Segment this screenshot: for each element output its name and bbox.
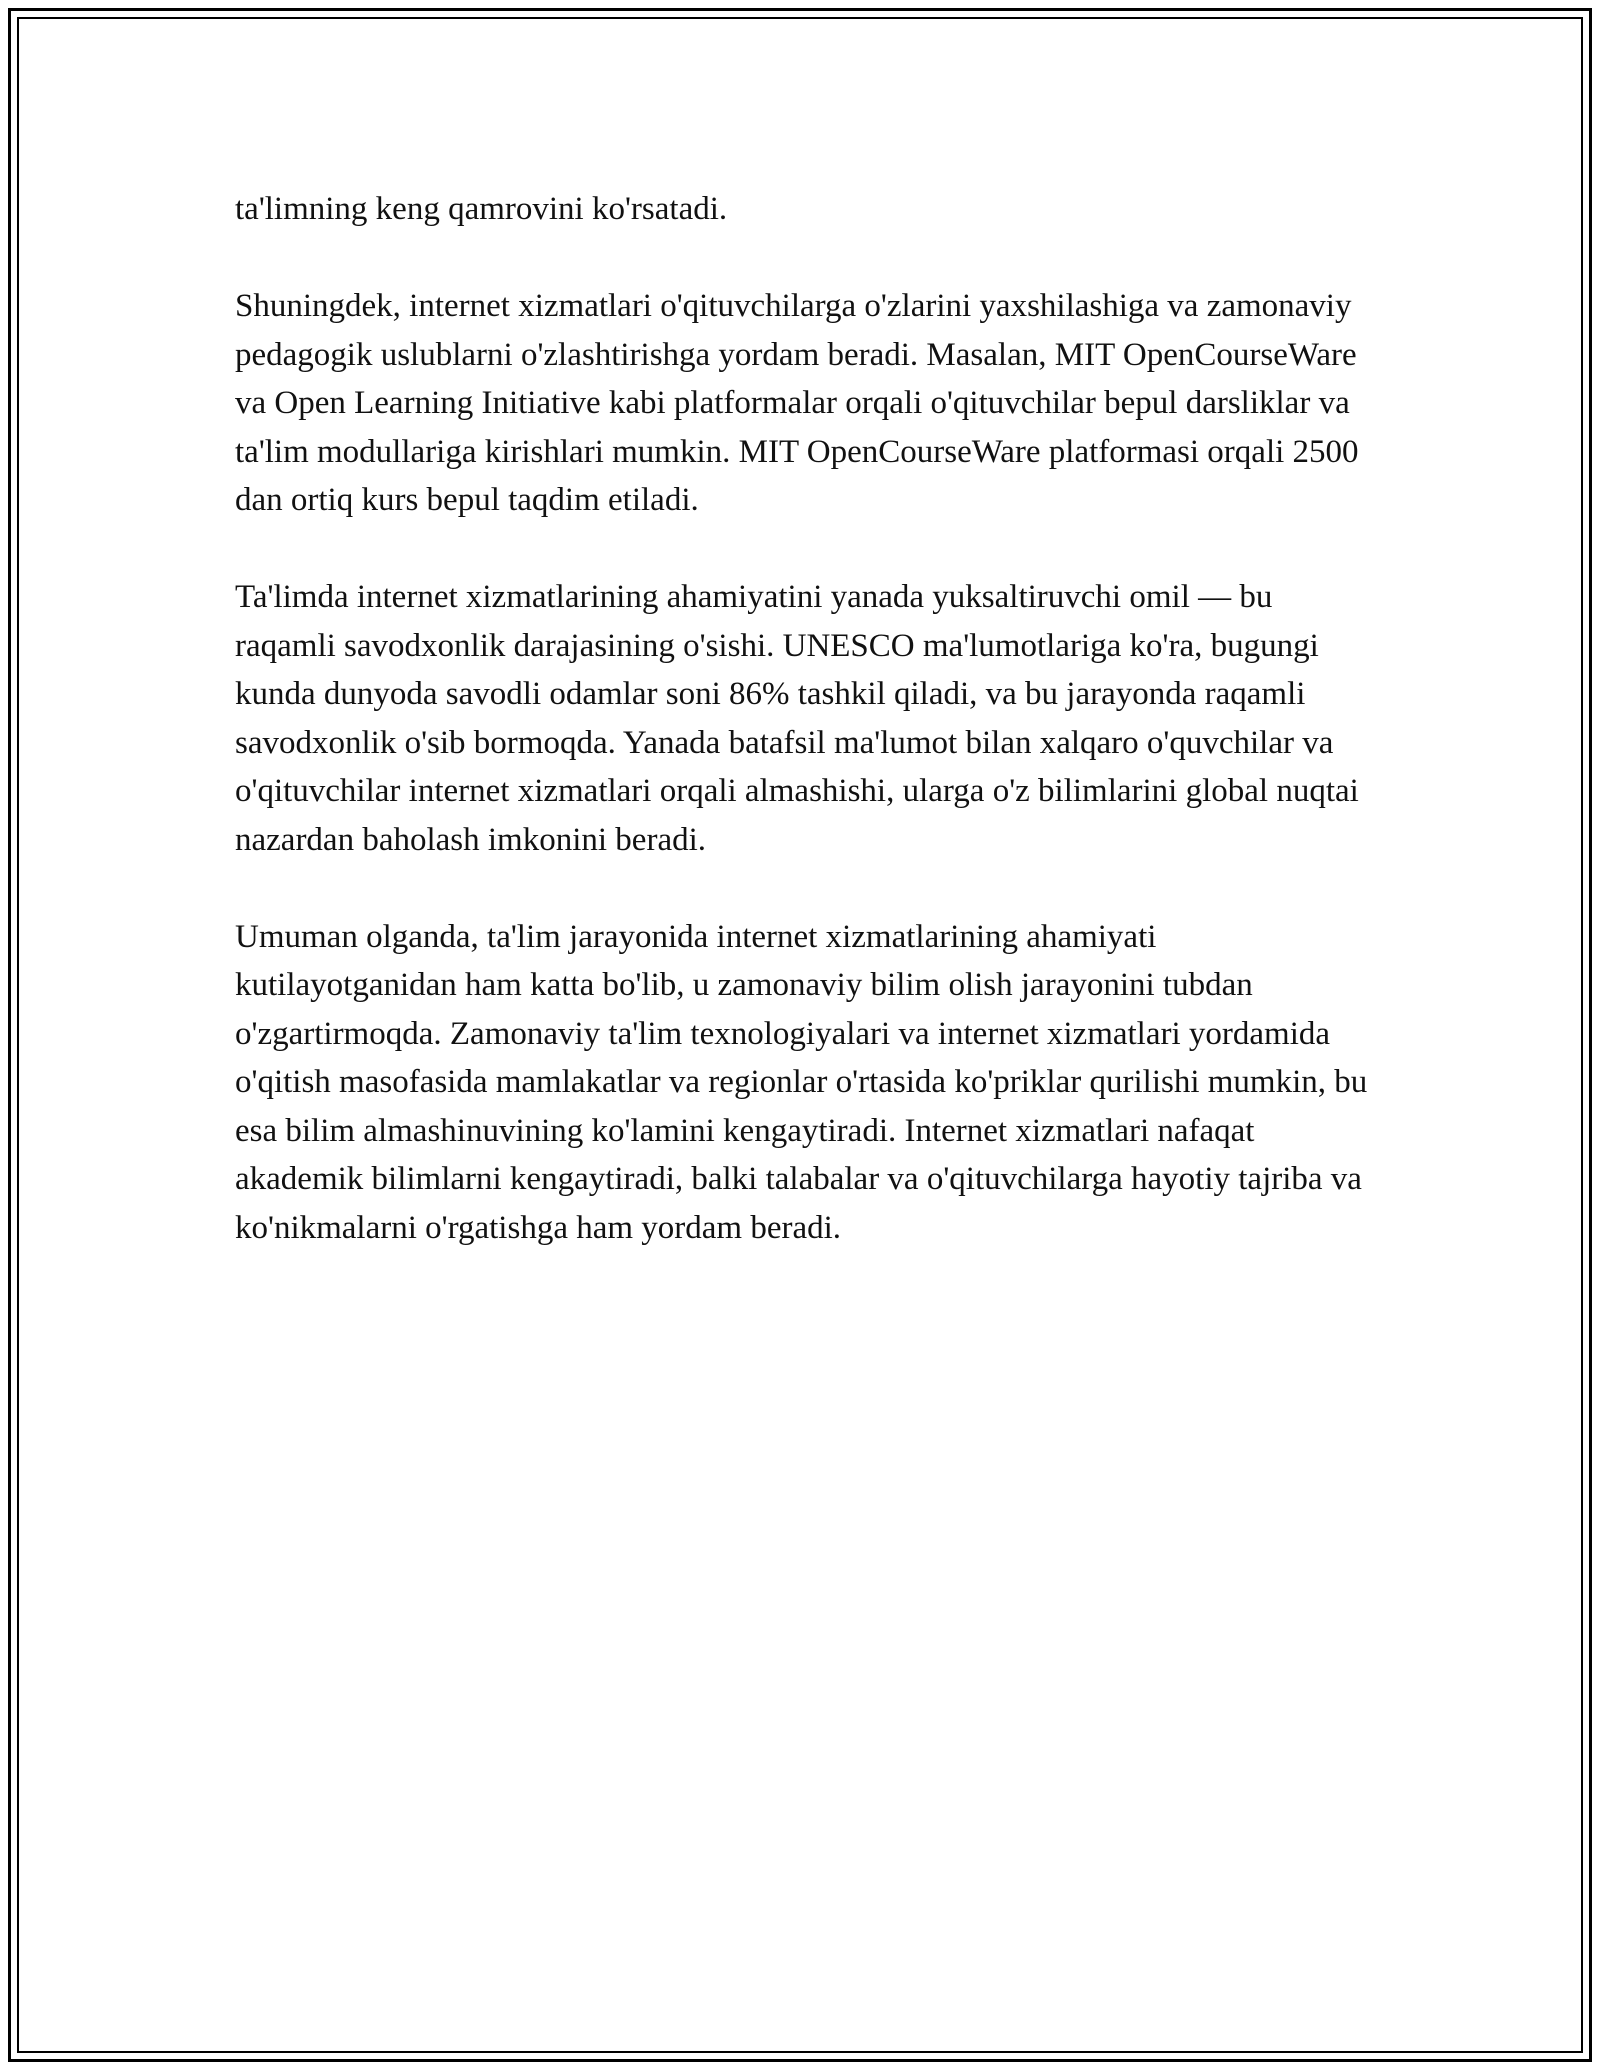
paragraph-1: ta'limning keng qamrovini ko'rsatadi. bbox=[235, 191, 728, 227]
paragraph-2: Shuningdek, internet xizmatlari o'qituvchilarga o'zlarini yaxshilashiga va zamonaviy pedagogik uslublarni o'zlashtirishga yordam beradi. Masalan, MIT OpenCourseWare va Open Learning Initiative kabi platformalar orqali o'qituvchilar bepul darsliklar va ta'lim modullariga kirishlari mumkin. MIT OpenCourseWare platformasi orqali 2500 dan ortiq kurs bepul taqdim etiladi. bbox=[235, 288, 1359, 518]
document-body bbox=[235, 185, 1375, 1301]
paragraph-4: Umuman olganda, ta'lim jarayonida internet xizmatlarining ahamiyati kutilayotganidan ham katta bo'lib, u zamonaviy bilim olish jarayonini tubdan o'zgartirmoqda. Zamonaviy ta'lim texnologiyalari va internet xizmatlari yordamida o'qitish masofasida mamlakatlar va regionlar o'rtasida ko'priklar qurilishi mumkin, bu esa bilim almashinuvining ko'lamini kengaytiradi. Internet xizmatlari nafaqat akademik bilimlarni kengaytiradi, balki talabalar va o'qituvchilarga hayotiy tajriba va ko'nikmalarni o'rgatishga ham yordam beradi. bbox=[235, 918, 1368, 1246]
paragraph-3: Ta'limda internet xizmatlarining ahamiyatini yanada yuksaltiruvchi omil — bu raqamli savodxonlik darajasining o'sishi. UNESCO ma'lumotlariga ko'ra, bugungi kunda dunyoda savodli odamlar soni 86% tashkil qiladi, va bu jarayonda raqamli savodxonlik o'sib bormoqda. Yanada batafsil ma'lumot bilan xalqaro o'quvchilar va o'qituvchilar internet xizmatlari orqali almashishi, ularga o'z bilimlarini global nuqtai nazardan baholash imkonini beradi. bbox=[235, 579, 1359, 858]
